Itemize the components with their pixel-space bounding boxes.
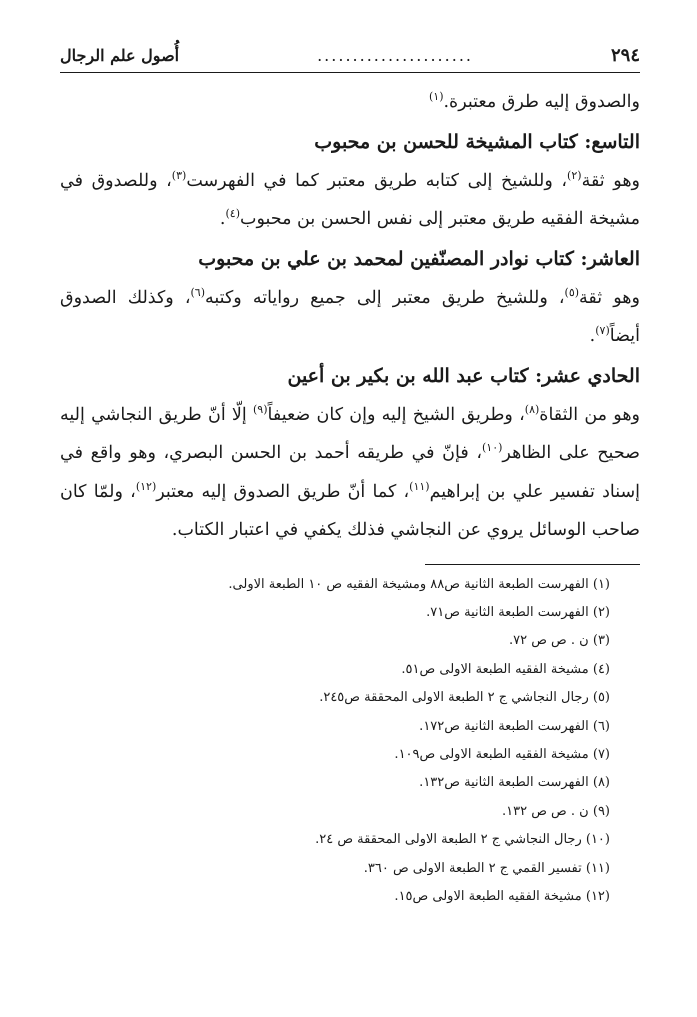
paragraph-10 (60, 279, 640, 356)
footnote-item: (٨) الفهرست الطبعة الثانية ص١٣٢. (419, 775, 610, 791)
paragraph-11 (60, 396, 640, 550)
paragraph-text: ، وللصدوق في مشيخة الفقيه طريق معتبر إلى نفس الحسن بن محبوب (60, 170, 640, 229)
footnote-item: (١١) تفسير القمي ج ٢ الطبعة الاولى ص ٣٦٠. (363, 860, 610, 876)
footnote-item: (٤) مشيخة الفقيه الطبعة الاولى ص٥١. (401, 661, 610, 677)
footnote-item: (٧) مشيخة الفقيه الطبعة الاولى ص١٠٩. (394, 746, 610, 762)
footnote-ref[interactable]: (٩) (253, 402, 268, 416)
paragraph-text: وهو من الثقاة (539, 404, 640, 425)
footnote-item: (١٠) رجال النجاشي ج ٢ الطبعة الاولى المحققة ص ٢٤. (315, 832, 610, 848)
footnote-ref[interactable]: (٣) (171, 168, 187, 182)
main-text (60, 83, 640, 550)
paragraph-text: ، ولمّا كان صاحب الوسائل يروي عن النجاشي فذلك يكفي في اعتبار الكتاب. (60, 481, 640, 540)
footnote-ref[interactable]: (٥) (564, 285, 580, 299)
section-heading-10: العاشر: كتاب نوادر المصنّفين لمحمد بن علي بن محبوب (198, 247, 640, 270)
paragraph-text: ، كما أنّ طريق الصدوق إليه معتبر (156, 481, 410, 502)
section-heading-9: التاسع: كتاب المشيخة للحسن بن محبوب (314, 130, 640, 153)
footnote-item: (٣) ن . ص ص ٧٢. (508, 633, 610, 649)
footnotes (60, 571, 640, 912)
footnote-item: (١) الفهرست الطبعة الثانية ص٨٨ ومشيخة الفقيه ص ١٠ الطبعة الاولى. (228, 576, 610, 592)
footnote-item: (٥) رجال النجاشي ج ٢ الطبعة الاولى المحققة ص٢٤٥. (319, 690, 610, 706)
paragraph-9 (60, 162, 640, 239)
footnote-item: (٦) الفهرست الطبعة الثانية ص١٧٢. (419, 718, 610, 734)
section-heading-11: الحادي عشر: كتاب عبد الله بن بكير بن أعين (287, 364, 640, 387)
paragraph-text: وهو ثقة (581, 170, 641, 191)
footnote-ref[interactable]: (٦) (190, 285, 206, 299)
paragraph-text: . (589, 326, 596, 346)
footnote-item: (١٢) مشيخة الفقيه الطبعة الاولى ص١٥. (394, 888, 610, 904)
paragraph-text: ، فإنّ في طريقه أحمد بن الحسن البصري، وهو واقع في إسناد تفسير علي بن إبراهيم (60, 443, 641, 502)
paragraph-text: ، وللشيخ طريق معتبر إلى جميع رواياته وكتبه (205, 287, 565, 308)
paragraph-intro (60, 83, 640, 122)
footnote-ref[interactable]: (١) (428, 90, 444, 104)
running-title: أُصول علم الرجال (60, 46, 180, 65)
paragraph-text: ، وطريق الشيخ إليه وإن كان ضعيفاً (267, 404, 525, 425)
footnote-ref[interactable]: (٢) (567, 168, 582, 182)
footnote-ref[interactable]: (٤) (225, 207, 240, 221)
paragraph-text: ، وللشيخ إلى كتابه طريق معتبر كما في الفهرست (186, 170, 568, 191)
paragraph-text: إلّا أنّ طريق النجاشي إليه صحيح على الظاهر (60, 404, 640, 463)
footnote-ref[interactable]: (٨) (524, 402, 540, 416)
footnote-ref[interactable]: (١٢) (135, 479, 157, 493)
book-page (60, 44, 640, 911)
footnote-ref[interactable]: (١١) (409, 479, 430, 493)
paragraph-text: وهو ثقة (579, 287, 640, 308)
header-leader-dots: ...................... (317, 46, 473, 65)
footnote-divider (425, 564, 640, 565)
footnote-ref[interactable]: (١٠) (482, 441, 503, 455)
footnote-item: (٩) ن . ص ص ١٣٢. (501, 803, 610, 819)
paragraph-text: ، وكذلك الصدوق أيضاً (60, 287, 640, 346)
paragraph-text: والصدوق إليه طرق معتبرة. (443, 92, 640, 112)
page-header (60, 44, 640, 73)
footnote-ref[interactable]: (٧) (595, 324, 610, 338)
page-number: ٢٩٤ (610, 45, 640, 66)
paragraph-text: . (219, 209, 226, 229)
footnote-item: (٢) الفهرست الطبعة الثانية ص٧١. (426, 604, 610, 620)
